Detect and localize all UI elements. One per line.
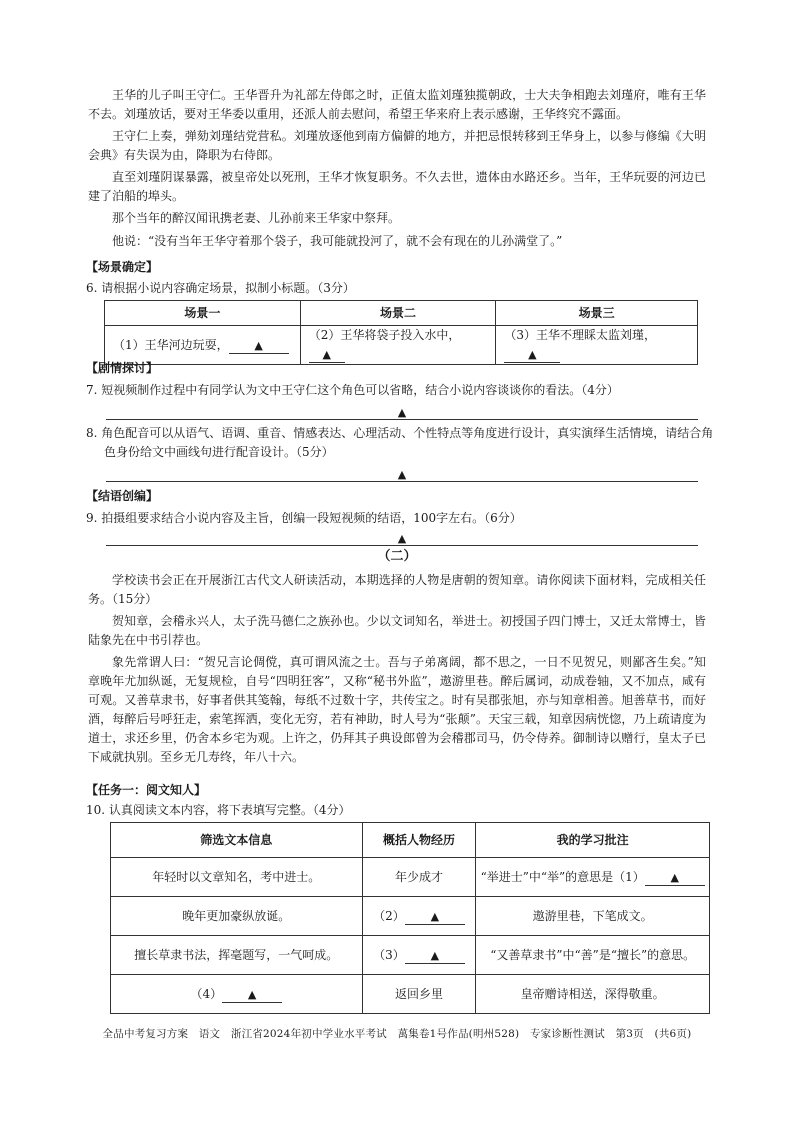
task-cell: 擅长草隶书法，挥毫题写，一气呵成。 xyxy=(111,936,363,975)
scene-cell-3-text: （3）王华不理睬太监刘瑾， xyxy=(504,328,657,342)
question-9: 9. 拍摄组要求结合小说内容及主旨，创编一段短视频的结语，100字左右。（6分） xyxy=(86,511,522,525)
story-paragraph-3: 直至刘瑾阴谋暴露，被皇帝处以死刑，王华才恢复职务。不久去世，遗体由水路还乡。当年，王华玩耍的河边已建了泊船的埠头。 xyxy=(88,170,706,203)
story-paragraph-4: 那个当年的醉汉闻讯携老妻、儿孙前来王华家中祭拜。 xyxy=(112,211,401,225)
task-cell: 年轻时以文章知名，考中进士。 xyxy=(111,858,363,897)
story-paragraph-2: 王守仁上奏，弹劾刘瑾结党营私。刘瑾放逐他到南方偏僻的地方，并把忌恨转移到王华身上，以参与修编《大明会典》有失误为由，降职为右侍郎。 xyxy=(88,129,706,162)
task-header-experience: 概括人物经历 xyxy=(362,823,476,858)
task-cell: 晚年更加豪纵放诞。 xyxy=(111,897,363,936)
table-row xyxy=(111,936,710,975)
answer-marker: ▲ xyxy=(397,406,407,419)
table-row xyxy=(111,975,710,1014)
answer-marker: ▲ xyxy=(254,338,263,352)
scene-cell-2 xyxy=(300,326,496,365)
answer-marker: ▲ xyxy=(430,948,440,962)
question-8-answer-line[interactable] xyxy=(106,463,698,482)
scene-2-answer-blank[interactable] xyxy=(309,347,345,363)
section-heading-plot: 【剧情探讨】 xyxy=(86,361,159,375)
answer-marker: ▲ xyxy=(528,348,537,361)
task-cell xyxy=(362,897,476,936)
task-cell xyxy=(111,975,363,1014)
task-cell-text: （2） xyxy=(373,908,405,923)
answer-marker: ▲ xyxy=(322,348,331,361)
task-answer-blank-4[interactable] xyxy=(222,987,282,1003)
task-cell-text: “举进士”中“举”的意思是（1） xyxy=(480,869,645,884)
classical-paragraph-1: 贺知章，会稽永兴人，太子洗马德仁之族孙也。少以文词知名，举进士。初授国子四门博士，又迁太常博士，皆陆象先在中书引荐也。 xyxy=(88,614,706,647)
part-two-intro: 学校读书会正在开展浙江古代文人研读活动，本期选择的人物是唐朝的贺知章。请你阅读下面材料，完成相关任务。（15分） xyxy=(88,573,706,606)
section-heading-task-one: 【任务一：阅文知人】 xyxy=(86,783,207,797)
question-9-answer-line[interactable] xyxy=(106,527,698,546)
task-cell-text: （4） xyxy=(190,986,223,1001)
task-header-info: 筛选文本信息 xyxy=(111,823,363,858)
task-header-notes: 我的学习批注 xyxy=(476,823,710,858)
task-cell-text: （3） xyxy=(373,947,405,962)
task-answer-blank-2[interactable] xyxy=(405,909,465,925)
classical-paragraph-2: 象先常谓人曰：“贺兄言论倜傥，真可谓风流之士。吾与子弟离阔，都不思之，一日不见贺兄，则鄙吝生矣。”知章晚年尤加纵诞，无复规检，自号“四明狂客”，又称“秘书外监”，遨游里巷。醉后属词，动成卷轴，又不加点，咸有可观。又善草隶书，好事者供其笺翰，每纸不过数十字，共传宝之。时有吴郡张旭，亦与知章相善。旭善草书，而好酒，每醉后号呼狂走，索笔挥洒，变化无穷，若有神助，时人号为“张颠”。天宝三载，知章因病恍惚，乃上疏请度为道士，求还乡里，仍舍本乡宅为观。上许之，仍拜其子典设郎曾为会稽郡司马，仍令侍养。御制诗以赠行，皇太子已下咸就执别。至乡无几寿终，年八十六。 xyxy=(88,655,706,764)
task-cell xyxy=(476,858,710,897)
table-row xyxy=(111,897,710,936)
task-cell: 年少成才 xyxy=(362,858,476,897)
scene-3-answer-blank[interactable] xyxy=(504,347,560,363)
story-paragraph-5: 他说：“没有当年王华守着那个袋子，我可能就投河了，就不会有现在的儿孙满堂了。” xyxy=(112,234,563,248)
task-table xyxy=(110,822,710,1014)
task-cell: 返回乡里 xyxy=(362,975,476,1014)
question-6: 6. 请根据小说内容确定场景，拟制小标题。（3分） xyxy=(86,281,355,295)
page-footer: 全品中考复习方案 语文 浙江省2024年初中学业水平考试 萬集卷1号作品(明州528) 专家诊断性测试 第3页 (共6页) xyxy=(102,1028,692,1040)
scene-cell-1-text: （1）王华河边玩耍， xyxy=(113,337,229,352)
task-answer-blank-3[interactable] xyxy=(405,948,465,964)
answer-marker: ▲ xyxy=(397,532,407,545)
question-10: 10. 认真阅读文本内容，将下表填写完整。（4分） xyxy=(86,803,351,817)
question-8: 8. 角色配音可以从语气、语调、重音、情感表达、心理活动、个性特点等角度进行设计，真实演绎生活情境，请结合角色身份给文中画线句进行配音设计。（5分） xyxy=(86,426,714,459)
answer-marker: ▲ xyxy=(397,468,407,481)
task-answer-blank-1[interactable] xyxy=(645,870,705,886)
scene-1-answer-blank[interactable] xyxy=(229,338,289,354)
table-row xyxy=(111,858,710,897)
answer-marker: ▲ xyxy=(430,909,440,923)
scene-header-2: 场景二 xyxy=(300,301,496,326)
section-heading-ending: 【结语创编】 xyxy=(86,489,159,503)
story-paragraph-1: 王华的儿子叫王守仁。王华晋升为礼部左侍郎之时，正值太监刘瑾独揽朝政，士大夫争相跑去刘瑾府，唯有王华不去。刘瑾放话，要对王华委以重用，还派人前去慰问，希望王华来府上表示感谢，王华终究不露面。 xyxy=(88,88,706,121)
question-7: 7. 短视频制作过程中有同学认为文中王守仁这个角色可以省略，结合小说内容谈谈你的看法。（4分） xyxy=(86,383,619,397)
scene-header-3: 场景三 xyxy=(496,301,698,326)
scene-header-1: 场景一 xyxy=(105,301,301,326)
scene-cell-3 xyxy=(496,326,698,365)
section-heading-scene: 【场景确定】 xyxy=(86,260,159,274)
task-cell xyxy=(362,936,476,975)
scene-cell-2-text: （2）王华将袋子投入水中， xyxy=(308,328,461,342)
task-cell: 皇帝赠诗相送，深得敬重。 xyxy=(476,975,710,1014)
question-7-answer-line[interactable] xyxy=(106,401,698,420)
task-cell: 遨游里巷，下笔成文。 xyxy=(476,897,710,936)
answer-marker: ▲ xyxy=(247,987,257,1001)
scene-table xyxy=(104,300,698,365)
part-two-title: （二） xyxy=(377,549,417,564)
task-cell: “又善草隶书”中“善”是“擅长”的意思。 xyxy=(476,936,710,975)
answer-marker: ▲ xyxy=(670,870,680,884)
